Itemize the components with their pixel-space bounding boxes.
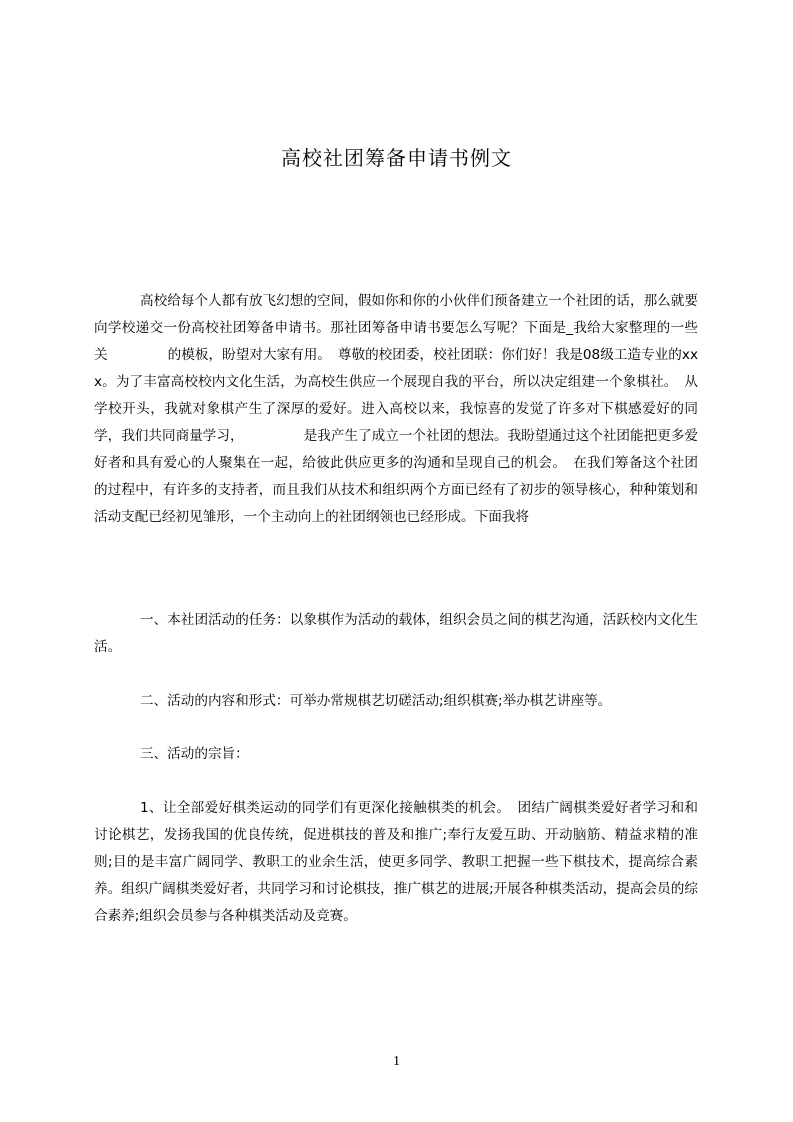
section-one-paragraph: 一、本社团活动的任务：以象棋作为活动的载体，组织会员之间的棋艺沟通，活跃校内文化生活。	[94, 612, 698, 655]
section-two-paragraph: 二、活动的内容和形式：可举办常规棋艺切磋活动;组织棋赛;举办棋艺讲座等。	[140, 693, 612, 709]
purpose-paragraph: 1、让全部爱好棋类运动的同学们有更深化接触棋类的机会。 团结广阔棋类爱好者学习和和讨论棋艺，发扬我国的优良传统，促进棋技的普及和推广;奉行友爱互助、开动脑筋、精益求精的准则;目的是丰富广阔同学、教职工的业余生活，使更多同学、教职工把握一些下棋技术，提高综合素养。组织广阔棋类爱好者，共同学习和讨论棋技，推广棋艺的进展;开展各种棋类活动，提高会员的综合素养;组织会员参与各种棋类活动及竞赛。	[94, 800, 698, 924]
intro-text-part-3: 是我产生了成立一个社团的想法。我盼望通过这个社团能把更多爱好者和具有爱心的人聚集在一起，给彼此供应更多的沟通和呈现自己的机会。 在我们筹备这个社团的过程中，有许多的支持者，而且我们从技术和组织两个方面已经有了初步的领导核心，种种策划和活动支配已经初见雏形，一个主动向上的社团纲领也已经形成。下面我将	[94, 428, 698, 525]
intro-text-part-1: 高校给每个人都有放飞幻想的空间，假如你和你的小伙伴们预备建立一个社团的话，那么就要向学校递交一份高校社团筹备申请书。那社团筹备申请书要怎么写呢？下面是_我给大家整理的一些关	[94, 293, 698, 363]
page-number: 1	[393, 1054, 400, 1069]
intro-text-part-2: 的模板，盼望对大家有用。 尊敬的校团委，校社团联：你们好！我是08级工造专业的xxx。为了丰富高校校内文化生活，为高校生供应一个展现自我的平台，所以决定组建一个象棋社。 从学校开头，我就对象棋产生了深厚的爱好。进入高校以来，我惊喜的发觉了许多对下棋感爱好的同学，我们共同商量学习，	[94, 347, 698, 444]
document-title: 高校社团筹备申请书例文	[281, 146, 512, 170]
section-three-heading: 三、活动的宗旨：	[140, 746, 249, 762]
intro-paragraph	[94, 288, 698, 585]
